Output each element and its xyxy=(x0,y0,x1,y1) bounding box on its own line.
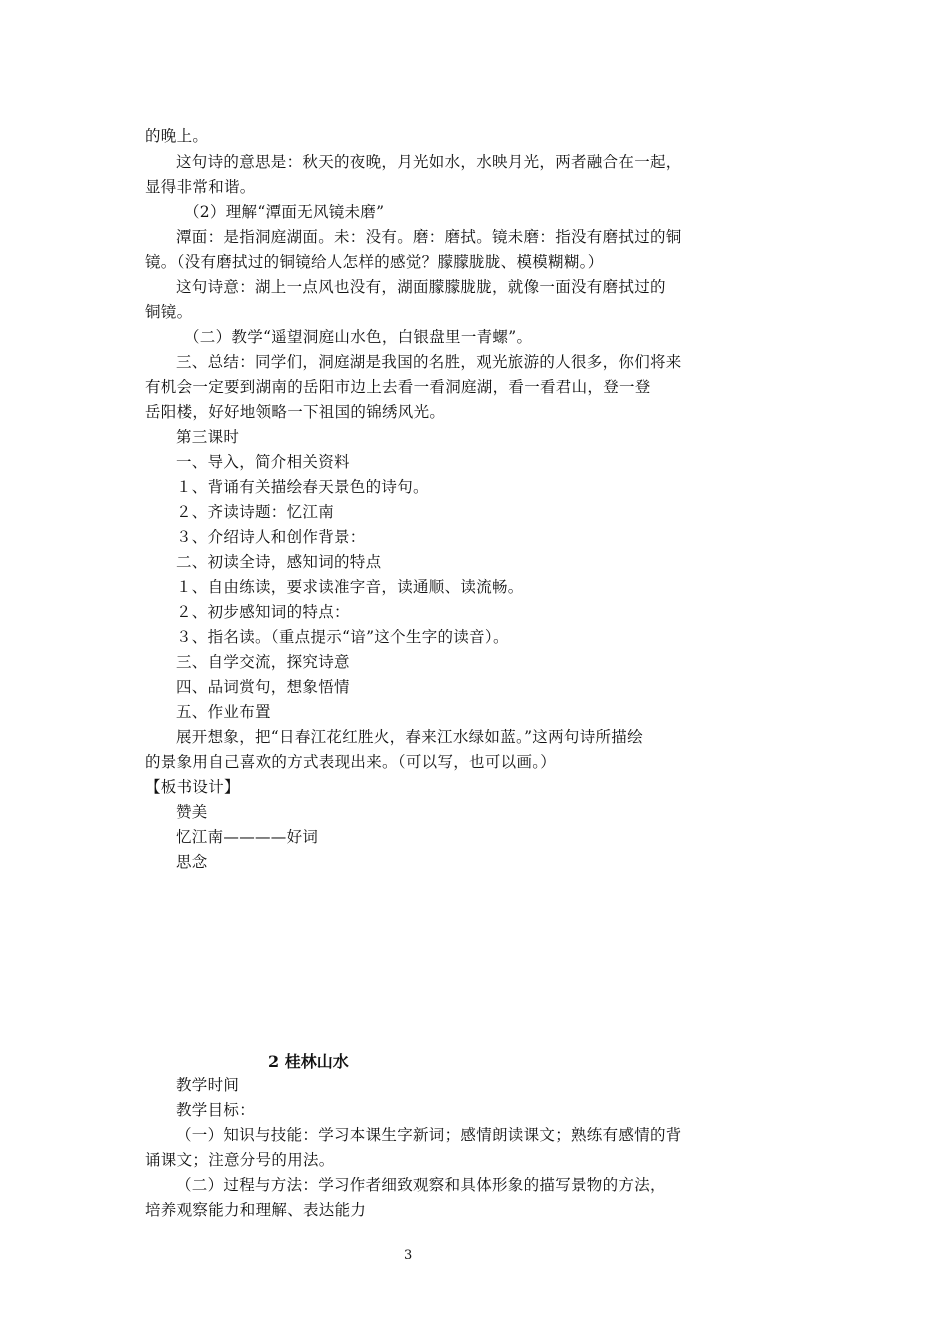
text-line: （二）教学“遥望洞庭山水色，白银盘里一青螺”。 xyxy=(184,328,533,346)
text-line: 三、总结：同学们，洞庭湖是我国的名胜，观光旅游的人很多，你们将来 xyxy=(176,353,682,371)
text-line: ２、齐读诗题：忆江南 xyxy=(176,503,335,521)
text-line: 诵课文；注意分号的用法。 xyxy=(145,1151,335,1169)
board-design-heading: 【板书设计】 xyxy=(145,778,240,796)
text-line: １、自由练读，要求读准字音，读通顺、读流畅。 xyxy=(176,578,524,596)
text-line: 这句诗的意思是：秋天的夜晚，月光如水，水映月光，两者融合在一起， xyxy=(176,153,682,171)
text-line: 展开想象，把“日春江花红胜火，春来江水绿如蓝。”这两句诗所描绘 xyxy=(176,728,643,746)
text-line: ３、指名读。（重点提示“谙”这个生字的读音）。 xyxy=(176,628,509,646)
text-line: 镜。（没有磨拭过的铜镜给人怎样的感觉？朦朦胧胧、模模糊糊。） xyxy=(145,253,604,271)
board-line: 思念 xyxy=(176,853,208,871)
text-line: 这句诗意：湖上一点风也没有，湖面朦朦胧胧，就像一面没有磨拭过的 xyxy=(176,278,666,296)
text-line: 铜镜。 xyxy=(145,303,193,321)
section-heading: 第三课时 xyxy=(176,428,240,446)
text-line: （一）知识与技能：学习本课生字新词；感情朗读课文；熟练有感情的背 xyxy=(176,1126,682,1144)
text-line: 教学目标： xyxy=(176,1101,256,1119)
text-line: 的景象用自己喜欢的方式表现出来。（可以写，也可以画。） xyxy=(145,753,557,771)
text-line: 一、导入，简介相关资料 xyxy=(176,453,350,471)
text-line: 有机会一定要到湖南的岳阳市边上去看一看洞庭湖，看一看君山，登一登 xyxy=(145,378,651,396)
text-line: 四、品词赏句，想象悟情 xyxy=(176,678,350,696)
text-line: 三、自学交流，探究诗意 xyxy=(176,653,350,671)
lesson-title: 2 桂林山水 xyxy=(268,1052,349,1071)
text-line: 二、初读全诗，感知词的特点 xyxy=(176,553,382,571)
text-line: 教学时间 xyxy=(176,1076,240,1094)
text-line: 潭面：是指洞庭湖面。未：没有。磨：磨拭。镜未磨：指没有磨拭过的铜 xyxy=(176,228,682,246)
text-line: 岳阳楼，好好地领略一下祖国的锦绣风光。 xyxy=(145,403,446,421)
board-line: 赞美 xyxy=(176,803,208,821)
text-line: 的晚上。 xyxy=(145,127,209,145)
text-line: １、背诵有关描绘春天景色的诗句。 xyxy=(176,478,429,496)
text-line: （二）过程与方法：学习作者细致观察和具体形象的描写景物的方法， xyxy=(176,1176,666,1194)
text-line: 五、作业布置 xyxy=(176,703,271,721)
board-line: 忆江南————好词 xyxy=(176,828,319,846)
text-line: 培养观察能力和理解、表达能力 xyxy=(145,1201,367,1219)
text-line: ２、初步感知词的特点： xyxy=(176,603,350,621)
text-line: ３、介绍诗人和创作背景： xyxy=(176,528,366,546)
text-line: （2）理解“潭面无风镜未磨” xyxy=(184,203,385,221)
page-number: 3 xyxy=(404,1248,413,1263)
text-line: 显得非常和谐。 xyxy=(145,178,256,196)
